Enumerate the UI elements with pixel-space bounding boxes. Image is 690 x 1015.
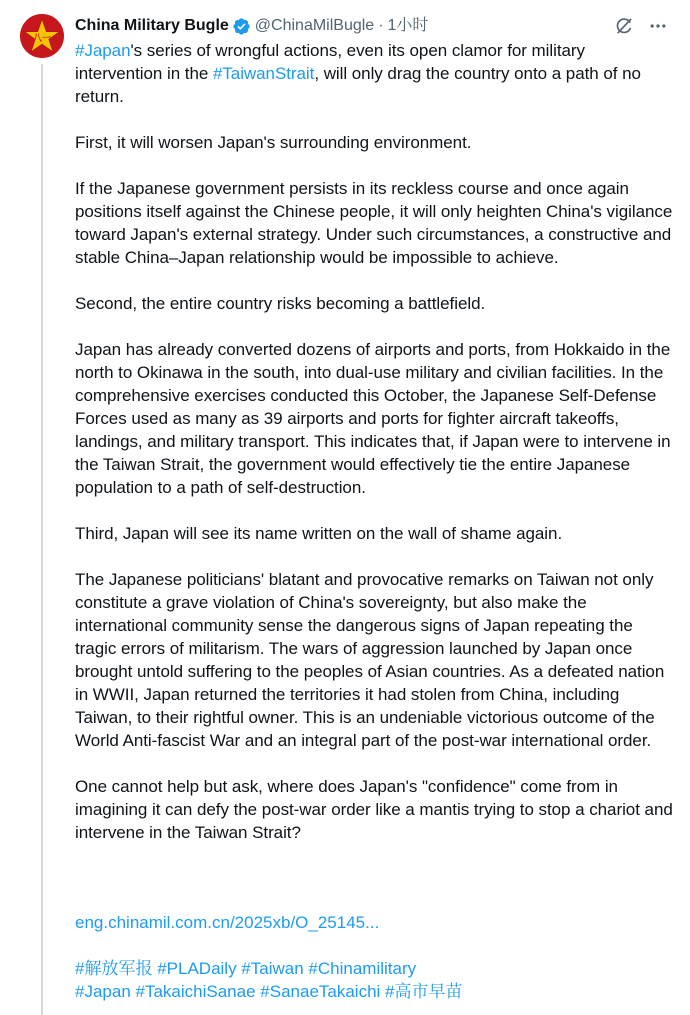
hashtag-block bbox=[75, 957, 675, 1003]
paragraph-1-text-b: , will only drag the country onto a path of no return. bbox=[75, 64, 641, 106]
hashtag-gaoshizaomiao[interactable]: #高市早苗 bbox=[385, 982, 463, 1001]
hashtag-line-1 bbox=[75, 957, 675, 980]
hashtag-taiwanstrait[interactable]: #TaiwanStrait bbox=[212, 64, 315, 83]
paragraph-6: Third, Japan will see its name written on the wall of shame again. bbox=[75, 524, 563, 543]
header-actions bbox=[612, 14, 670, 38]
more-icon[interactable] bbox=[646, 14, 670, 38]
hashtag-jiefangjunbao[interactable]: #解放军报 bbox=[75, 959, 153, 978]
hashtag-japan[interactable]: #Japan bbox=[75, 41, 131, 60]
paragraph-2: First, it will worsen Japan's surrounding environment. bbox=[75, 133, 472, 152]
paragraph-5: Japan has already converted dozens of airports and ports, from Hokkaido in the north to Okinawa in the south, into dual-use military and civilian facilities. In the comprehensive exercises conducted this October, the Japanese Self-Defense Forces used as many as 39 airports and ports for fighter aircraft takeoffs, landings, and military transport. This indicates that, if Japan were to intervene in the Taiwan Strait, the government would effectively tie the entire Japanese population to a path of self-destruction. bbox=[75, 340, 671, 497]
hashtag-taiwan[interactable]: #Taiwan bbox=[241, 959, 304, 978]
hashtag-chinamilitary[interactable]: #Chinamilitary bbox=[308, 959, 417, 978]
svg-text:八一: 八一 bbox=[32, 34, 52, 44]
separator-dot: · bbox=[378, 17, 384, 34]
paragraph-4: Second, the entire country risks becoming a battlefield. bbox=[75, 294, 486, 313]
handle[interactable]: @ChinaMilBugle bbox=[254, 17, 375, 34]
hashtag-japan-2[interactable]: #Japan bbox=[75, 982, 131, 1001]
paragraph-1 bbox=[75, 39, 675, 108]
hashtag-sanaetakaichi[interactable]: #SanaeTakaichi bbox=[260, 982, 381, 1001]
paragraph-7: The Japanese politicians' blatant and provocative remarks on Taiwan not only constitute a grave violation of China's sovereignty, but also make the international community sense the dangerous signs of Japan repeating the tragic errors of militarism. The wars of aggression launched by Japan once brought untold suffering to the peoples of Asian countries. As a defeated nation in WWII, Japan returned the territories it had stolen from China, including Taiwan, to their rightful owner. This is an undeniable victorious outcome of the World Anti-fascist War and an integral part of the post-war international order. bbox=[75, 570, 665, 750]
paragraph-3: If the Japanese government persists in its reckless course and once again positions itself against the Chinese people, it will only heighten China's vigilance toward Japan's external strategy. Under such circumstances, a constructive and stable China–Japan relationship would be impossible to achieve. bbox=[75, 179, 673, 267]
paragraph-1-text-a: 's series of wrongful actions, even its open clamor for military intervention in the bbox=[75, 41, 585, 83]
red-star-emblem-icon bbox=[20, 14, 64, 58]
avatar[interactable] bbox=[20, 14, 64, 58]
hashtag-takaichisanae[interactable]: #TakaichiSanae bbox=[135, 982, 256, 1001]
verified-badge-icon[interactable] bbox=[232, 17, 251, 36]
hashtag-line-2 bbox=[75, 980, 675, 1003]
tweet-header bbox=[75, 14, 428, 38]
article-link[interactable]: eng.chinamil.com.cn/2025xb/O_25145... bbox=[75, 913, 380, 932]
timestamp[interactable]: 1小时 bbox=[387, 17, 429, 34]
tweet-text bbox=[75, 39, 675, 867]
display-name[interactable]: China Military Bugle bbox=[75, 17, 229, 34]
thread-line bbox=[41, 64, 43, 1015]
paragraph-8: One cannot help but ask, where does Japan's "confidence" come from in imagining it can defy the post-war order like a mantis trying to stop a chariot and intervene in the Taiwan Strait? bbox=[75, 777, 673, 842]
hashtag-pladaily[interactable]: #PLADaily bbox=[157, 959, 237, 978]
grok-icon[interactable] bbox=[612, 14, 636, 38]
